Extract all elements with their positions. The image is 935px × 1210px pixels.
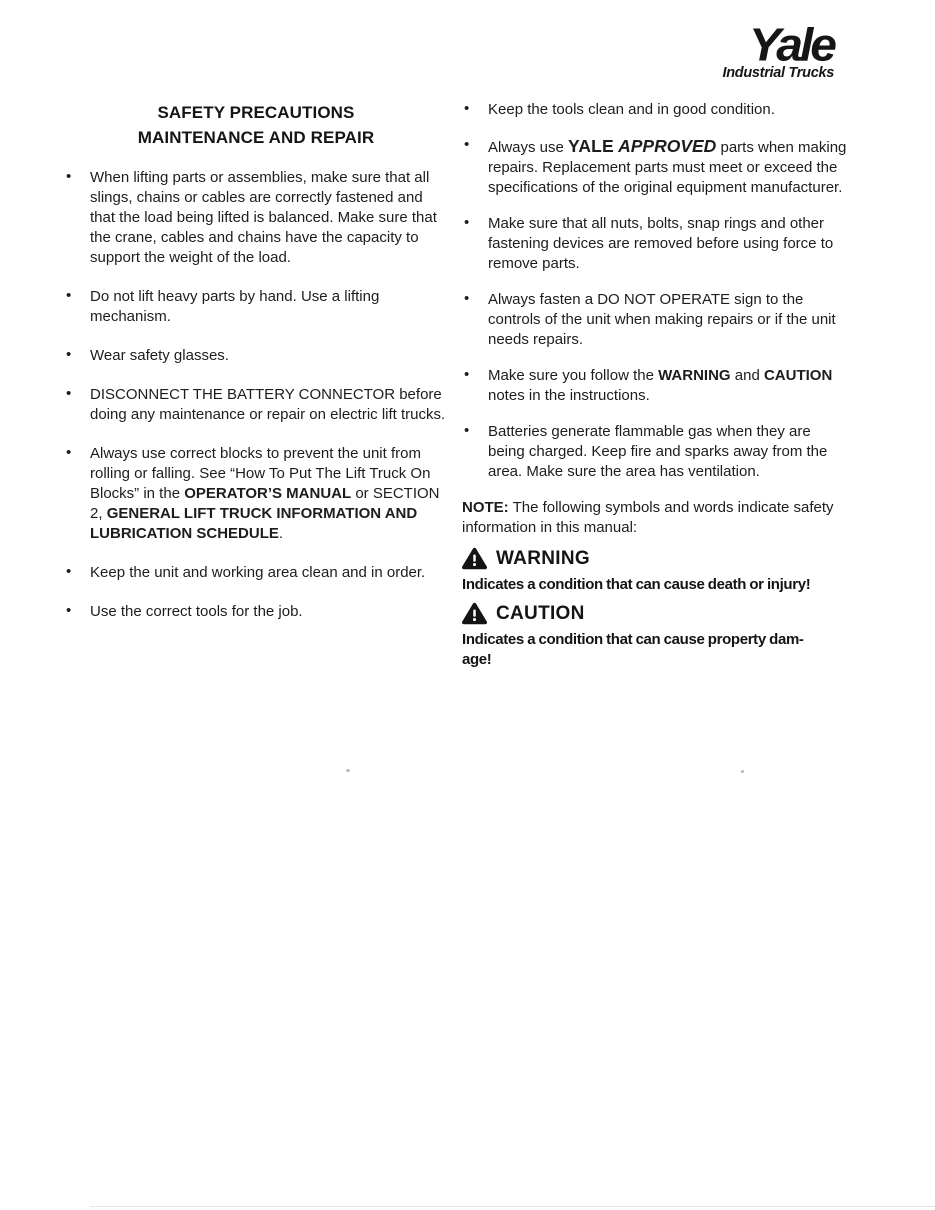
warning-label: WARNING <box>496 547 590 569</box>
caution-header <box>462 602 849 625</box>
bullet-text: DISCONNECT THE BATTERY CONNECTOR before doing any maintenance or repair on electric lift trucks. <box>90 386 446 423</box>
bullet-disconnect-battery <box>64 385 448 425</box>
caution-text-line-2: age! <box>462 651 492 668</box>
warning-header <box>462 547 849 570</box>
right-column <box>462 100 849 672</box>
bullet-text: Batteries generate flammable gas when they are being charged. Keep fire and sparks away from the area. Make sure the area has ventilation. <box>488 423 828 480</box>
bullet-correct-tools <box>64 602 448 622</box>
bullet-text: Use the correct tools for the job. <box>90 603 303 620</box>
bullet-text: Make sure that all nuts, bolts, snap rings and other fastening devices are removed before using force to remove parts. <box>488 215 834 272</box>
bullet-text: Always use correct blocks to prevent the unit from rolling or falling. See “How To Put The Lift Truck On Blocks” in the OPERATOR’S MANUAL or SECTION 2, GENERAL LIFT TRUCK INFORMATION AND LUBRICATION SCHEDULE. <box>90 445 440 542</box>
bullet-safety-glasses <box>64 346 448 366</box>
left-bullet-list <box>64 168 448 622</box>
bullet-yale-approved <box>462 136 849 198</box>
bullet-text: Make sure you follow the WARNING and CAUTION notes in the instructions. <box>488 367 833 404</box>
bullet-text: Keep the tools clean and in good condition. <box>488 101 775 118</box>
caution-text <box>462 630 849 670</box>
yale-logo <box>694 20 834 81</box>
bullet-tools-clean <box>462 100 849 120</box>
content-columns <box>64 100 849 672</box>
warning-text: Indicates a condition that can cause death or injury! <box>462 576 811 593</box>
bullet-keep-clean <box>64 563 448 583</box>
bullet-correct-blocks <box>64 444 448 544</box>
scan-speck <box>346 769 350 772</box>
caution-text-line-1: Indicates a condition that can cause property dam- <box>462 631 804 648</box>
bullet-text: Always fasten a DO NOT OPERATE sign to the controls of the unit when making repairs or if the unit needs repairs. <box>488 291 836 348</box>
scan-edge-line <box>90 1206 935 1207</box>
scan-speck <box>741 770 744 773</box>
bullet-fastening-devices <box>462 214 849 274</box>
caution-label: CAUTION <box>496 602 585 624</box>
warning-triangle-icon <box>462 547 487 570</box>
bullet-lifting-parts <box>64 168 448 268</box>
bullet-text: Keep the unit and working area clean and in order. <box>90 564 426 581</box>
bullet-text: When lifting parts or assemblies, make sure that all slings, chains or cables are correctly fastened and that the load being lifted is balanced. Make sure that the crane, cables and chains have the capacity to support the weight of the load. <box>90 169 437 266</box>
page-title-line-1: SAFETY PRECAUTIONS <box>157 103 355 122</box>
page-title-line-2: MAINTENANCE AND REPAIR <box>137 128 375 147</box>
page-title <box>64 100 448 150</box>
yale-wordmark: Yale <box>749 20 834 71</box>
yale-tagline: Industrial Trucks <box>722 65 834 81</box>
bullet-text: Do not lift heavy parts by hand. Use a lifting mechanism. <box>90 288 380 325</box>
warning-triangle-icon <box>462 602 487 625</box>
note-paragraph: NOTE: The following symbols and words indicate safety information in this manual: <box>462 499 834 536</box>
bullet-heavy-parts <box>64 287 448 327</box>
bullet-text: Always use YALE APPROVED parts when making repairs. Replacement parts must meet or exceed the specifications of the original equipment manufacturer. <box>488 136 847 196</box>
right-bullet-list <box>462 100 849 482</box>
left-column <box>64 100 448 672</box>
bullet-text: Wear safety glasses. <box>90 347 229 364</box>
bullet-follow-warnings <box>462 366 849 406</box>
bullet-do-not-operate <box>462 290 849 350</box>
bullet-battery-gas <box>462 422 849 482</box>
